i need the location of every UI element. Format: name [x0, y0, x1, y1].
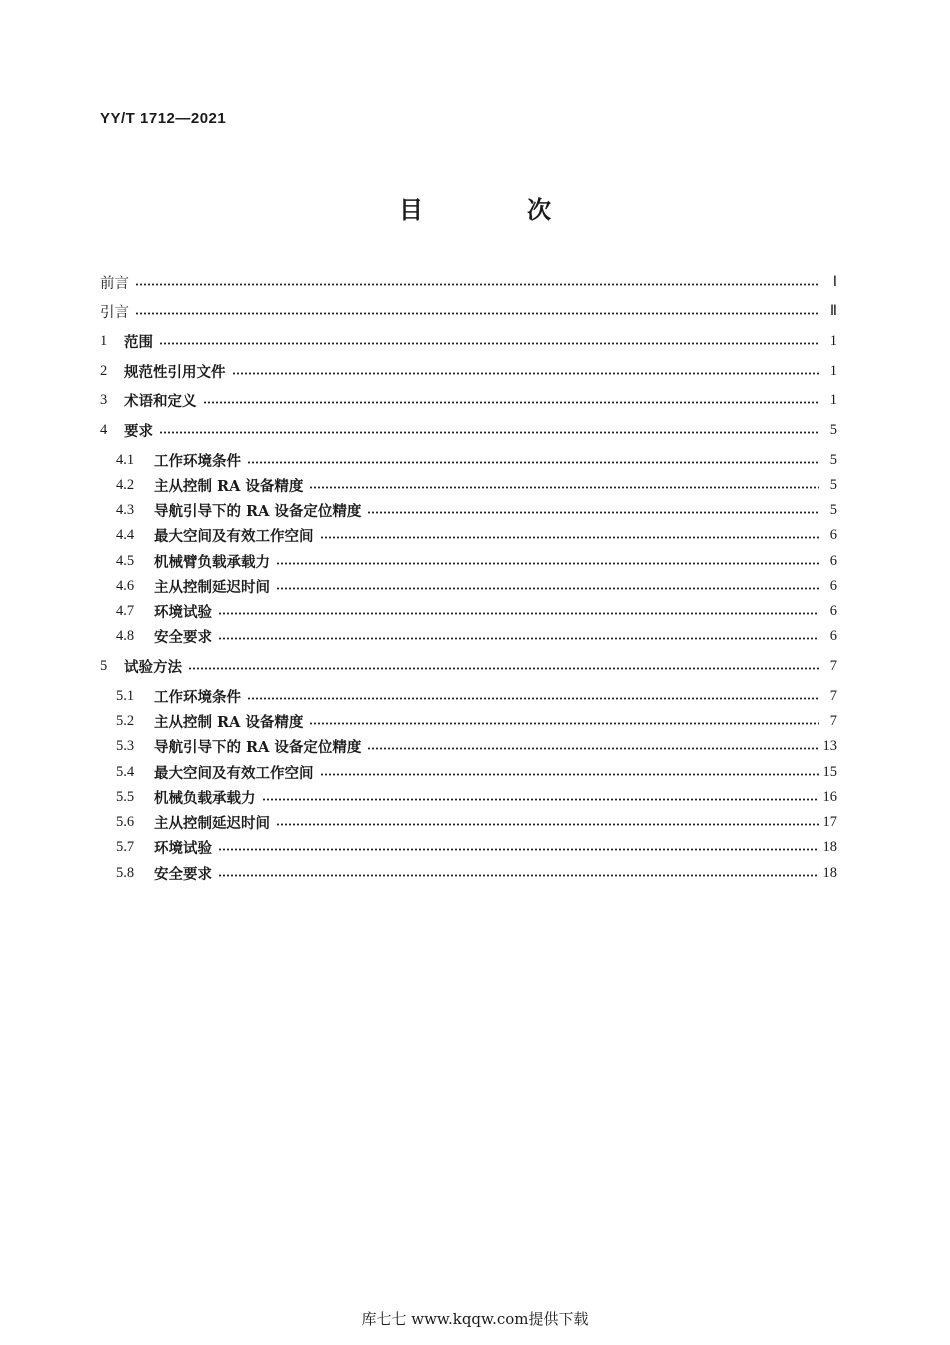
- toc-entry-number: 3: [100, 391, 108, 408]
- toc-entry-title: 范围: [124, 333, 153, 351]
- toc-entry-page: Ⅱ: [829, 302, 837, 319]
- toc-entry-number: 2: [100, 362, 108, 379]
- toc-entry-title: 工作环境条件: [154, 688, 241, 706]
- toc-entry-page: 5: [829, 501, 837, 518]
- dot-leader: [247, 461, 819, 464]
- dot-leader: [276, 562, 819, 565]
- toc-entry-title: 要求: [124, 422, 153, 440]
- standard-number: YY/T 1712—2021: [100, 110, 227, 127]
- toc-entry-title: 导航引导下的 RA 设备定位精度: [154, 738, 362, 756]
- toc-entry-number: 4.8: [116, 627, 135, 644]
- toc-entry[interactable]: [116, 550, 837, 572]
- toc-entry-title: 最大空间及有效工作空间: [154, 764, 314, 782]
- toc-entry[interactable]: [100, 271, 837, 293]
- toc-entry-number: 4.7: [116, 602, 135, 619]
- dot-leader: [135, 283, 819, 286]
- toc-entry[interactable]: [116, 524, 837, 546]
- toc-entry-page: 6: [829, 577, 837, 594]
- toc-entry-number: 1: [100, 332, 108, 349]
- toc-entry-number: 5.2: [116, 712, 135, 729]
- toc-entry-number: 4.2: [116, 476, 135, 493]
- toc-entry[interactable]: [116, 499, 837, 521]
- toc-entry-page: 6: [829, 627, 837, 644]
- toc-entry[interactable]: [116, 862, 837, 884]
- toc-entry-page: 6: [829, 602, 837, 619]
- dot-leader: [320, 536, 820, 539]
- toc-entry-page: 16: [822, 788, 837, 805]
- toc-entry-page: 7: [829, 687, 837, 704]
- toc-entry-page: 1: [829, 332, 837, 349]
- toc-entry-title: 试验方法: [124, 658, 182, 676]
- toc-entry[interactable]: [116, 710, 837, 732]
- dot-leader: [218, 637, 819, 640]
- toc-entry-page: 15: [822, 763, 837, 780]
- toc-entry-number: 4.5: [116, 552, 135, 569]
- dot-leader: [135, 312, 819, 315]
- toc-entry-page: 6: [829, 552, 837, 569]
- dot-leader: [218, 848, 819, 851]
- toc-entry-title: 环境试验: [154, 839, 212, 857]
- toc-entry-number: 5.4: [116, 763, 135, 780]
- toc-entry[interactable]: [116, 811, 837, 833]
- toc-entry-title: 环境试验: [154, 603, 212, 621]
- toc-entry-title: 术语和定义: [124, 392, 197, 410]
- toc-entry[interactable]: [116, 761, 837, 783]
- toc-entry-page: 7: [829, 657, 837, 674]
- toc-entry-number: 4: [100, 421, 108, 438]
- toc-entry-title: 机械负载承载力: [154, 789, 256, 807]
- toc-entry[interactable]: [116, 786, 837, 808]
- toc-entry[interactable]: [100, 389, 837, 411]
- footer-watermark: 库七七 www.kqqw.com提供下载: [361, 1310, 589, 1328]
- toc-entry-number: 5.7: [116, 838, 135, 855]
- toc-entry-page: 6: [829, 526, 837, 543]
- toc-entry-title: 最大空间及有效工作空间: [154, 527, 314, 545]
- dot-leader: [276, 587, 819, 590]
- toc-entry-page: 5: [829, 421, 837, 438]
- toc-entry[interactable]: [116, 685, 837, 707]
- dot-leader: [309, 722, 819, 725]
- toc-entry-title: 安全要求: [154, 628, 212, 646]
- toc-entry-number: 4.4: [116, 526, 135, 543]
- toc-entry-page: 18: [822, 838, 837, 855]
- toc-entry-page: 5: [829, 476, 837, 493]
- toc-entry[interactable]: [116, 474, 837, 496]
- toc-entry-page: 18: [822, 864, 837, 881]
- dot-leader: [218, 874, 819, 877]
- toc-entry-title: 工作环境条件: [154, 452, 241, 470]
- toc-entry-number: 5.8: [116, 864, 135, 881]
- dot-leader: [367, 747, 818, 750]
- dot-leader: [232, 372, 820, 375]
- toc-entry-page: 7: [829, 712, 837, 729]
- dot-leader: [159, 342, 819, 345]
- toc-entry[interactable]: [100, 655, 837, 677]
- toc-entry[interactable]: [116, 600, 837, 622]
- toc-entry-number: 5.3: [116, 737, 135, 754]
- toc-entry-page: 1: [829, 362, 837, 379]
- toc-entry-title: 规范性引用文件: [124, 363, 226, 381]
- toc-entry-page: Ⅰ: [832, 273, 837, 290]
- dot-leader: [188, 667, 819, 670]
- toc-entry[interactable]: [100, 419, 837, 441]
- toc-entry-number: 5: [100, 657, 108, 674]
- toc-entry[interactable]: [116, 625, 837, 647]
- page-title: 目 次: [399, 195, 591, 224]
- toc-entry-number: 4.1: [116, 451, 135, 468]
- toc-entry-title: 主从控制延迟时间: [154, 814, 270, 832]
- toc-entry[interactable]: [116, 735, 837, 757]
- toc-entry-title: 安全要求: [154, 865, 212, 883]
- toc-entry-title: 主从控制 RA 设备精度: [154, 713, 304, 731]
- toc-entry[interactable]: [116, 836, 837, 858]
- toc-entry-title: 主从控制 RA 设备精度: [154, 477, 304, 495]
- dot-leader: [218, 612, 819, 615]
- toc-entry-title: 机械臂负载承载力: [154, 553, 270, 571]
- toc-entry-title: 导航引导下的 RA 设备定位精度: [154, 502, 362, 520]
- toc-entry-page: 13: [822, 737, 837, 754]
- dot-leader: [367, 511, 819, 514]
- dot-leader: [203, 401, 820, 404]
- toc-entry-page: 17: [822, 813, 837, 830]
- dot-leader: [309, 486, 819, 489]
- toc-entry-title: 主从控制延迟时间: [154, 578, 270, 596]
- dot-leader: [320, 773, 819, 776]
- toc-entry-page: 5: [829, 451, 837, 468]
- toc-entry-title: 前言: [100, 275, 129, 292]
- toc-entry-number: 4.6: [116, 577, 135, 594]
- toc-entry-number: 5.5: [116, 788, 135, 805]
- toc-entry[interactable]: [116, 575, 837, 597]
- dot-leader: [159, 431, 819, 434]
- toc-entry-number: 5.1: [116, 687, 135, 704]
- toc-entry[interactable]: [116, 449, 837, 471]
- dot-leader: [262, 798, 819, 801]
- toc-entry[interactable]: [100, 330, 837, 352]
- toc-entry[interactable]: [100, 360, 837, 382]
- dot-leader: [247, 697, 819, 700]
- toc-entry-number: 4.3: [116, 501, 135, 518]
- toc-entry-title: 引言: [100, 304, 129, 321]
- toc-entry-page: 1: [829, 391, 837, 408]
- toc-entry-number: 5.6: [116, 813, 135, 830]
- dot-leader: [276, 823, 819, 826]
- toc-entry[interactable]: [100, 300, 837, 322]
